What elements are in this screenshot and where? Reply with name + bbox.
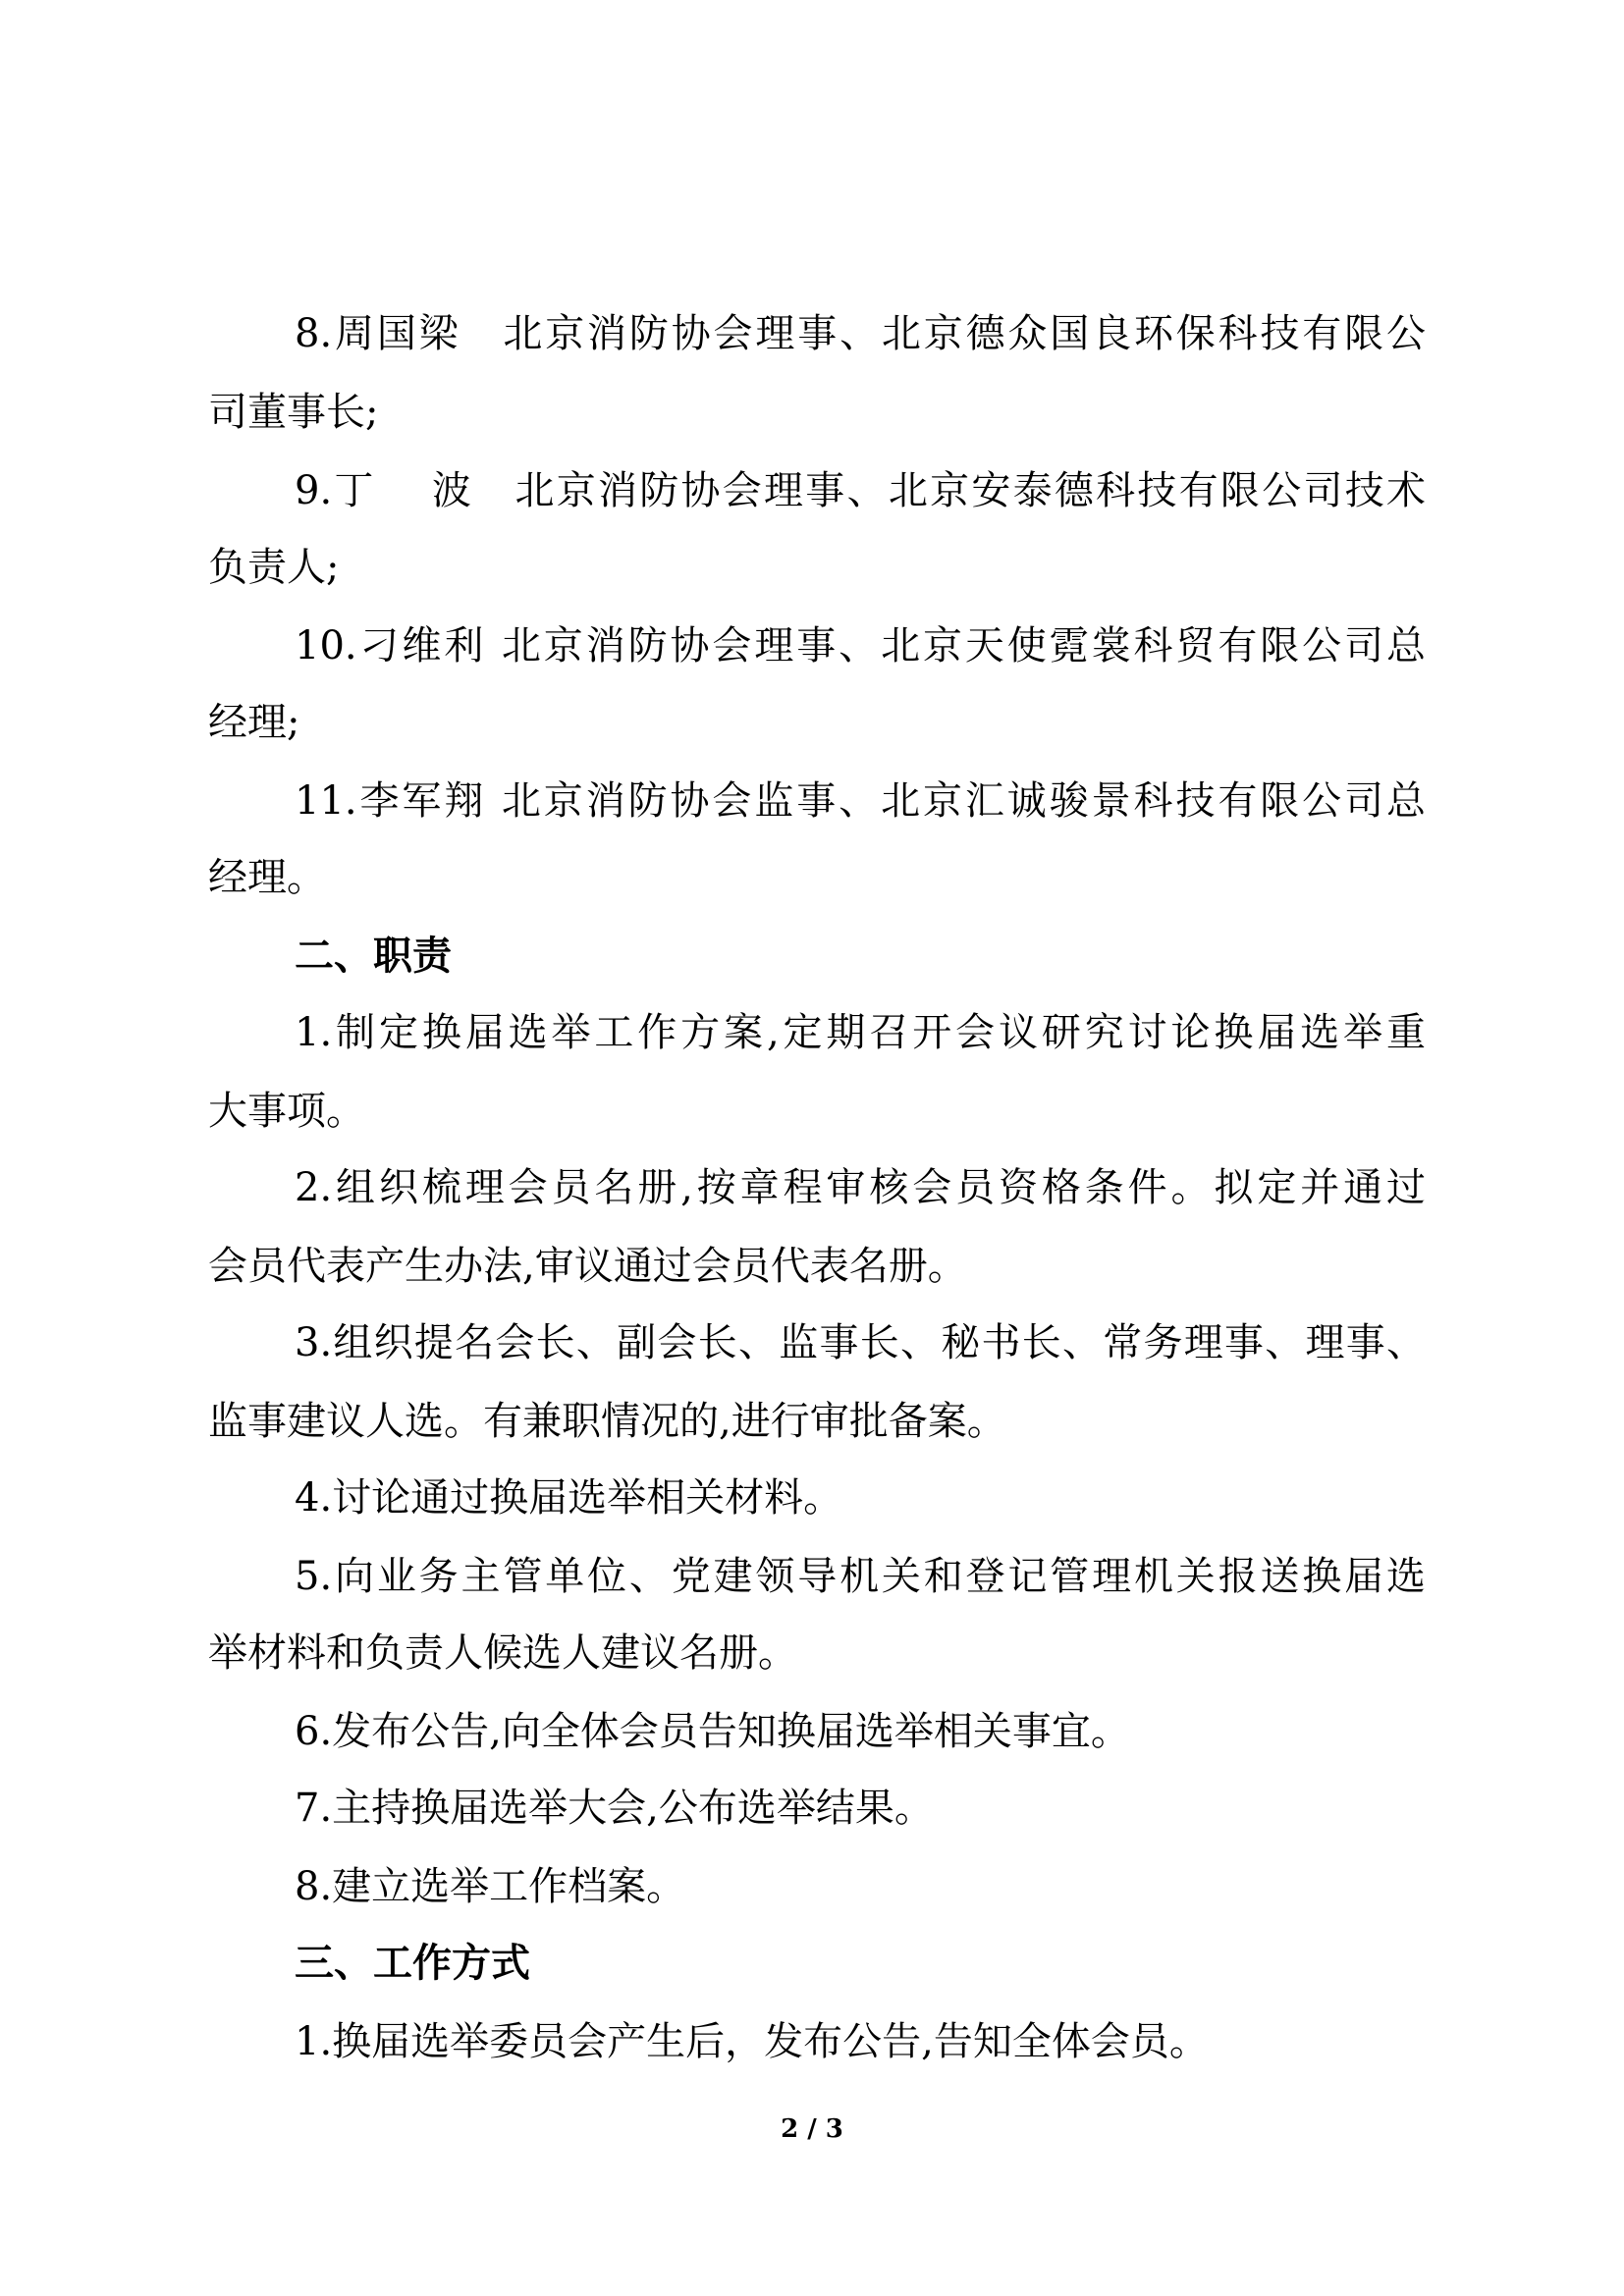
duty-2-line-1: 2.组织梳理会员名册,按章程审核会员资格条件。拟定并通过	[295, 1165, 1426, 1210]
duty-3-line-1: 3.组织提名会长、副会长、监事长、秘书长、常务理事、理事、	[295, 1320, 1426, 1365]
duty-5-line-2: 举材料和负责人候选人建议名册。	[208, 1630, 797, 1676]
section-heading-working-method: 三、工作方式	[295, 1941, 530, 1986]
duty-3-line-2: 监事建议人选。有兼职情况的,进行审批备案。	[208, 1399, 1006, 1444]
member-9-line-1: 9.丁 波 北京消防协会理事、北京安泰德科技有限公司技术	[295, 468, 1426, 513]
member-8-line-2: 司董事长;	[208, 390, 379, 435]
duty-7-line: 7.主持换届选举大会,公布选举结果。	[295, 1786, 934, 1831]
duty-5-line-1: 5.向业务主管单位、党建领导机关和登记管理机关报送换届选	[295, 1554, 1426, 1599]
duty-2-line-2: 会员代表产生办法,审议通过会员代表名册。	[208, 1244, 967, 1289]
duty-6-line: 6.发布公告,向全体会员告知换届选举相关事宜。	[295, 1709, 1130, 1754]
member-9-line-2: 负责人;	[208, 545, 340, 590]
duty-1-line-2: 大事项。	[208, 1089, 365, 1134]
page-number: 2 / 3	[781, 2114, 843, 2144]
duty-8-line: 8.建立选举工作档案。	[295, 1864, 686, 1909]
member-8-line-1: 8.周国梁 北京消防协会理事、北京德众国良环保科技有限公	[295, 311, 1426, 356]
duty-1-line-1: 1.制定换届选举工作方案,定期召开会议研究讨论换届选举重	[295, 1010, 1426, 1055]
duty-4-line: 4.讨论通过换届选举相关材料。	[295, 1475, 843, 1521]
member-11-line-1: 11.李军翔 北京消防协会监事、北京汇诚骏景科技有限公司总	[295, 778, 1426, 824]
member-10-line-2: 经理;	[208, 700, 300, 745]
member-10-line-1: 10.刁维利 北京消防协会理事、北京天使霓裳科贸有限公司总	[295, 623, 1426, 668]
member-11-line-2: 经理。	[208, 855, 326, 900]
section-heading-duties: 二、职责	[295, 934, 452, 979]
method-1-line: 1.换届选举委员会产生后，发布公告,告知全体会员。	[295, 2019, 1209, 2064]
